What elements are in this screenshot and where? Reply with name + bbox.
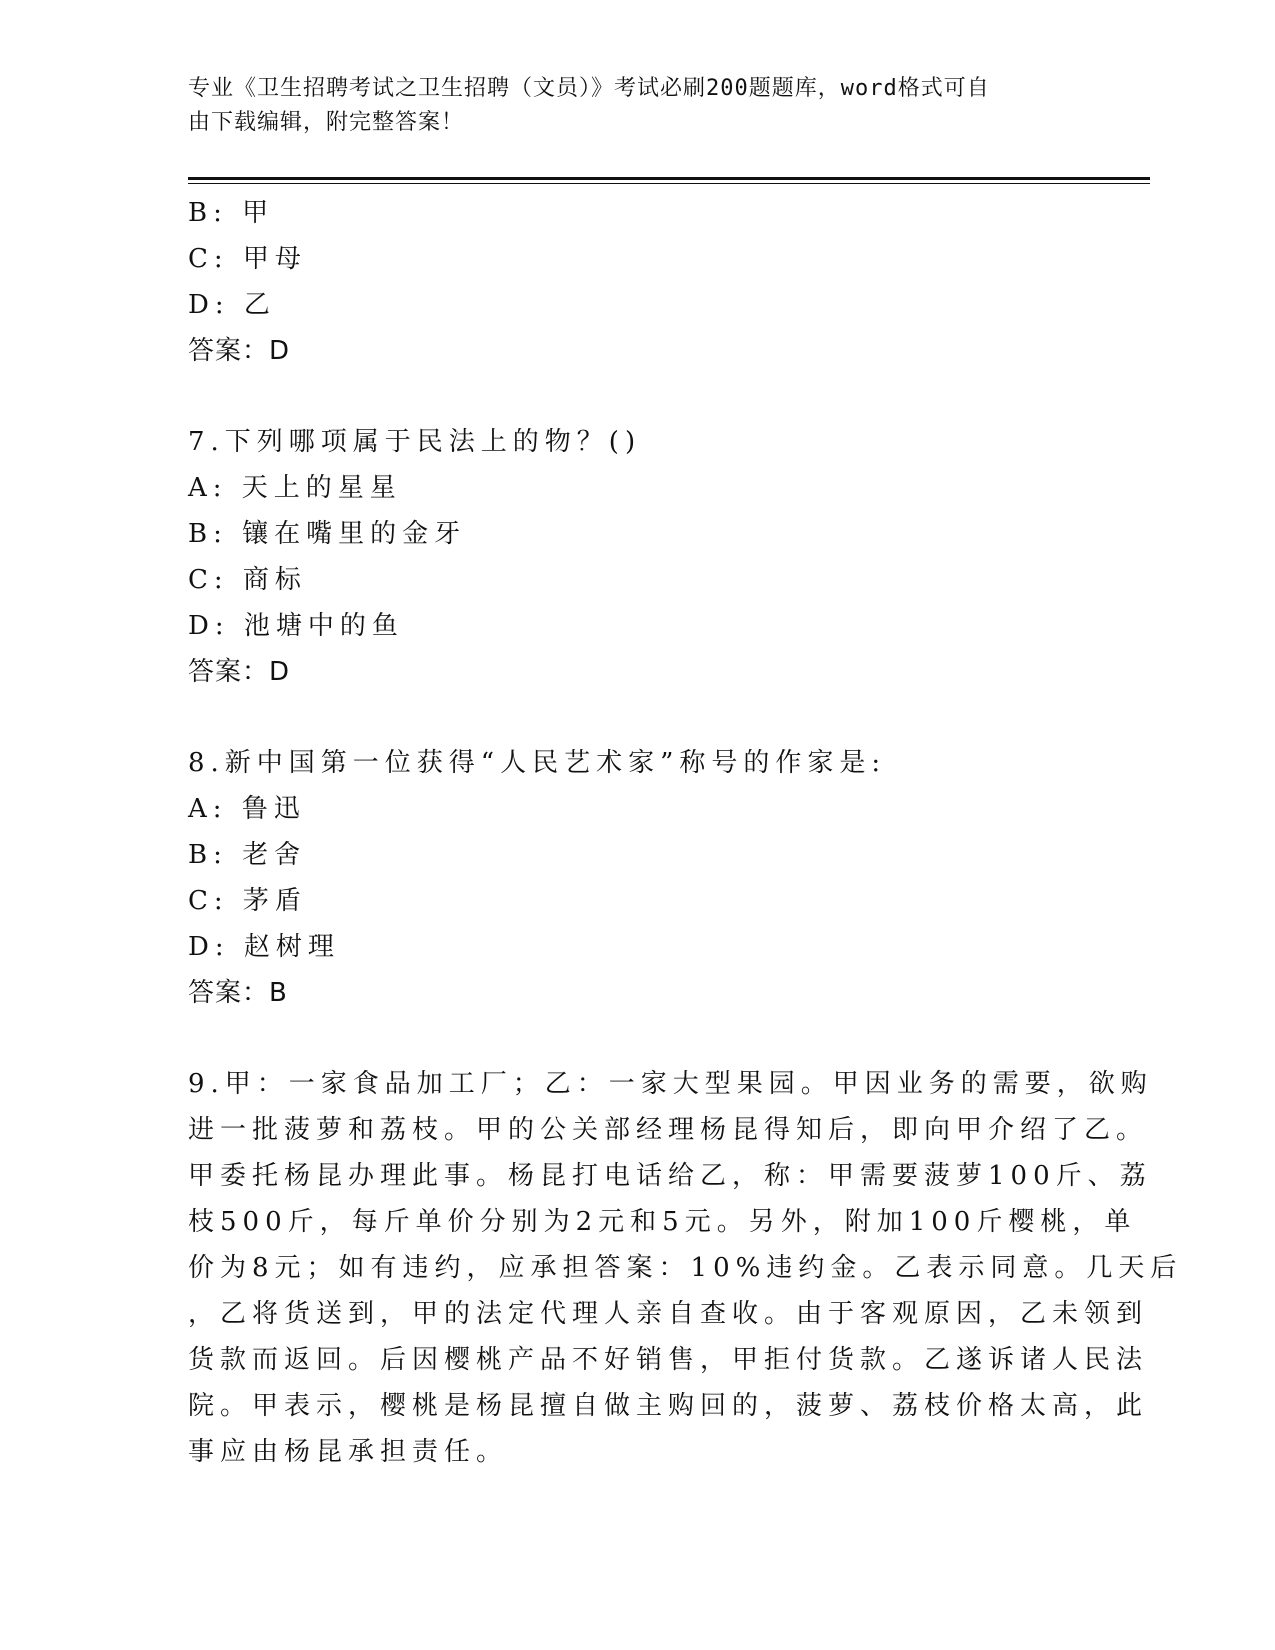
question-text-line: 货款而返回。后因樱桃产品不好销售，甲拒付货款。乙遂诉诸人民法 [188,1345,1149,1375]
option-a: A: 鲁迅 [188,794,306,824]
spacer [188,695,1088,740]
question-text-line: 9.甲：一家食品加工厂；乙：一家大型果园。甲因业务的需要，欲购 [188,1069,1153,1099]
question-text-line: 价为8元；如有违约，应承担答案：10%违约金。乙表示同意。几天后 [188,1253,1183,1283]
question-text-line: 甲委托杨昆办理此事。杨昆打电话给乙，称：甲需要菠萝100斤、荔 [188,1161,1152,1191]
option-b: B: 老舍 [188,840,307,870]
question-6-tail [188,190,1088,374]
option-d: D: 赵树理 [188,932,340,962]
question-8 [188,740,1088,1016]
question-text-line: 进一批菠萝和荔枝。甲的公关部经理杨昆得知后，即向甲介绍了乙。 [188,1115,1149,1145]
question-text-line: ，乙将货送到，甲的法定代理人亲自查收。由于客观原因，乙未领到 [188,1299,1149,1329]
answer-line: 答案：B [188,978,288,1008]
spacer [188,374,1088,419]
option-b: B: 镶在嘴里的金牙 [188,519,467,549]
option-d: D: 池塘中的鱼 [188,611,404,641]
answer-line: 答案：D [188,657,291,687]
document-header [188,72,1068,140]
header-divider-thick [188,177,1150,180]
answer-line: 答案：D [188,336,291,366]
option-d: D: 乙 [188,290,276,320]
header-divider-thin [188,183,1150,184]
question-text: 7.下列哪项属于民法上的物？() [188,427,642,457]
header-line-1: 专业《卫生招聘考试之卫生招聘（文员）》考试必刷200题题库，word格式可自 [188,76,990,101]
spacer [188,1016,1088,1061]
question-7 [188,419,1088,695]
question-text-line: 事应由杨昆承担责任。 [188,1437,509,1467]
document-body [188,190,1183,1475]
question-text-line: 院。甲表示，樱桃是杨昆擅自做主购回的，菠萝、荔枝价格太高，此 [188,1391,1149,1421]
option-c: C: 商标 [188,565,307,595]
option-b: B: 甲 [188,198,275,228]
option-c: C: 甲母 [188,244,307,274]
question-9 [188,1061,1183,1475]
option-a: A: 天上的星星 [188,473,402,503]
question-text: 8.新中国第一位获得“人民艺术家”称号的作家是: [188,748,887,778]
header-line-2: 由下载编辑，附完整答案！ [188,110,465,135]
question-text-line: 枝500斤，每斤单价分别为2元和5元。另外，附加100斤樱桃，单 [188,1207,1137,1237]
option-c: C: 茅盾 [188,886,307,916]
